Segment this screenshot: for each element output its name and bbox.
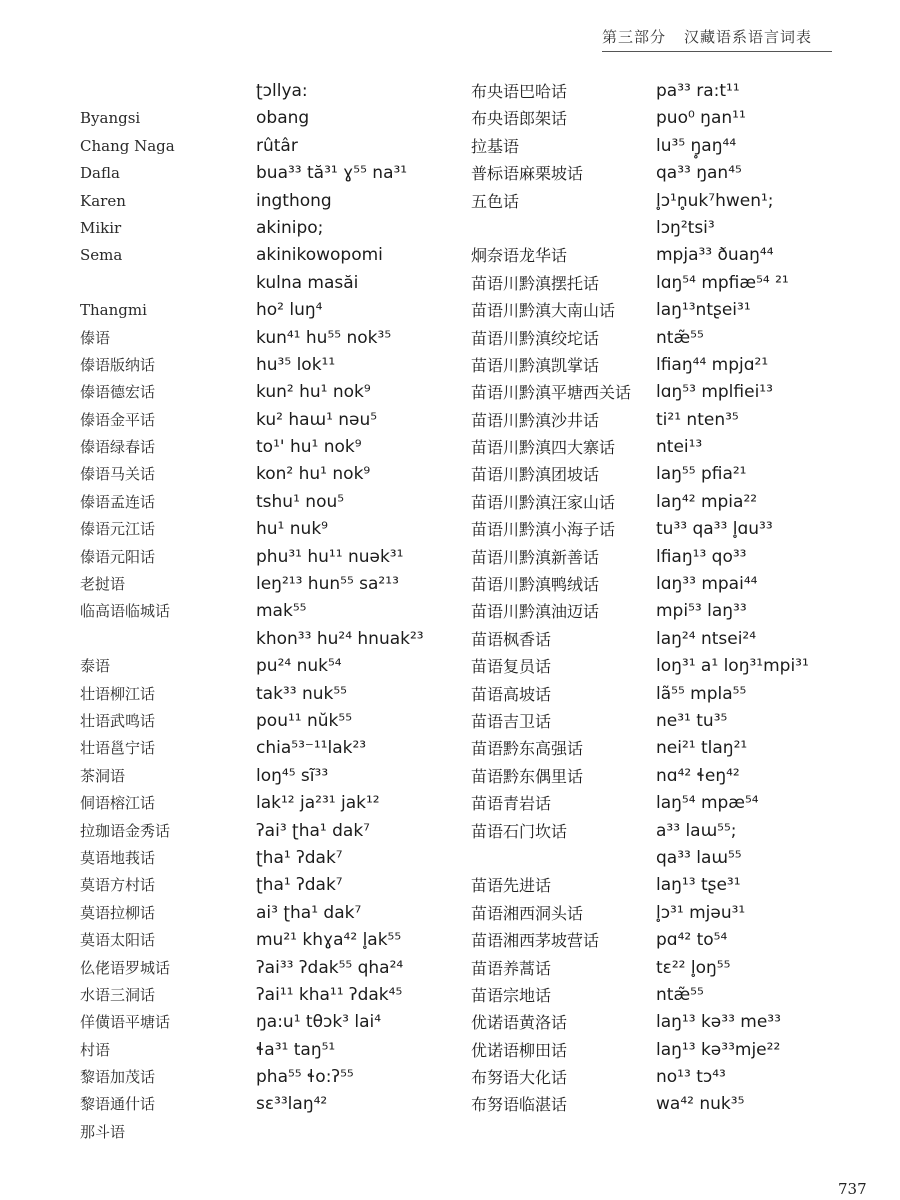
word-form: lu³⁵ ŋ̥aŋ⁴⁴ — [656, 135, 737, 156]
language-name: 苗语高坡话 — [471, 684, 552, 704]
language-name: 仫佬语罗城话 — [80, 958, 171, 977]
language-names-left-column — [80, 78, 250, 1146]
word-form: laŋ⁵⁵ pfia²¹ — [656, 464, 747, 485]
word-form: loŋ³¹ a¹ loŋ³¹mpi³¹ — [656, 656, 809, 677]
language-name: 苗语川黔滇凯掌话 — [471, 355, 600, 375]
language-name: Mikir — [80, 218, 122, 237]
word-forms-right-column — [656, 78, 856, 1119]
word-form: kon² hu¹ nok⁹ — [256, 464, 371, 485]
language-name: 傣语马关话 — [80, 465, 156, 484]
word-form: ʈha¹ ʔdak⁷ — [256, 847, 343, 868]
word-form: tu³³ qa³³ l̥ɑu³³ — [656, 519, 773, 540]
language-name: 苗语黔东高强话 — [471, 739, 584, 759]
language-name: 傣语元阳话 — [80, 547, 156, 566]
word-form: laŋ¹³ntʂei³¹ — [656, 300, 751, 321]
language-name: 苗语川黔滇摆托话 — [471, 273, 600, 293]
word-form: to¹' hu¹ nok⁹ — [256, 437, 362, 458]
word-form: tshu¹ nou⁵ — [256, 491, 345, 512]
language-name: 布努语临湛话 — [471, 1095, 568, 1115]
language-name: 临高语临城话 — [80, 602, 171, 621]
word-form: qa³³ laɯ⁵⁵ — [656, 847, 742, 868]
page-number: 737 — [838, 1180, 867, 1198]
language-name: 茶洞语 — [80, 766, 126, 785]
language-name: Thangmi — [80, 301, 147, 320]
language-name: Karen — [80, 191, 126, 210]
language-name: 苗语青岩话 — [471, 794, 552, 814]
word-form: rûtâr — [256, 135, 298, 156]
language-name: 壮语邕宁话 — [80, 739, 156, 758]
word-form: pu²⁴ nuk⁵⁴ — [256, 656, 342, 677]
language-name: 那斗语 — [80, 1122, 126, 1141]
header-part: 第三部分 — [602, 28, 667, 46]
language-name: 莫语太阳话 — [80, 931, 156, 950]
word-form: mpja³³ ðuaŋ⁴⁴ — [656, 245, 774, 266]
word-forms-left-column — [256, 78, 466, 1119]
language-name: 苗语宗地话 — [471, 985, 552, 1005]
language-name: 优诺语黄洛话 — [471, 1013, 568, 1033]
word-form: kun⁴¹ hu⁵⁵ nok³⁵ — [256, 327, 392, 348]
word-form: chia⁵³⁻¹¹lak²³ — [256, 738, 367, 759]
language-name: 普标语麻栗坡话 — [471, 164, 584, 184]
language-name: 布央语郎架话 — [471, 109, 568, 129]
language-names-right-column — [471, 78, 656, 1119]
language-name: 老挝语 — [80, 575, 126, 594]
language-name: 苗语川黔滇鸭绒话 — [471, 575, 600, 595]
language-name: 苗语川黔滇小海子话 — [471, 520, 616, 540]
word-form: ŋa:u¹ tθɔk³ lai⁴ — [256, 1012, 382, 1033]
language-name: 苗语黔东偶里话 — [471, 766, 584, 786]
word-form: lak¹² ja²³¹ jak¹² — [256, 793, 380, 814]
language-name: 布央语巴哈话 — [471, 82, 568, 101]
word-form: mak⁵⁵ — [256, 601, 307, 622]
word-form: ku² haɯ¹ nəu⁵ — [256, 409, 378, 430]
word-form: laŋ¹³ kə³³mje²² — [656, 1039, 781, 1060]
word-form: kulna masăi — [256, 272, 359, 293]
running-header — [602, 26, 832, 52]
language-name: 苗语先进话 — [471, 876, 552, 896]
language-name: 傣语 — [80, 328, 111, 347]
word-form: pha⁵⁵ ɬo:ʔ⁵⁵ — [256, 1067, 354, 1088]
word-form: puo⁰ ŋan¹¹ — [656, 108, 746, 129]
word-form: wa⁴² nuk³⁵ — [656, 1094, 745, 1115]
language-name: 莫语地莪话 — [80, 848, 156, 867]
language-name: 拉珈语金秀话 — [80, 821, 171, 840]
language-name: 苗语川黔滇平塘西关话 — [471, 383, 632, 403]
word-form: ɬa³¹ taŋ⁵¹ — [256, 1039, 336, 1060]
word-form: ʔai³ ʈha¹ dak⁷ — [256, 820, 370, 841]
language-name: 苗语川黔滇新善话 — [471, 547, 600, 567]
word-form: laŋ⁵⁴ mpæ⁵⁴ — [656, 793, 759, 814]
language-name: 莫语方村话 — [80, 876, 156, 895]
word-form: akinikowopomi — [256, 245, 383, 266]
word-form: pou¹¹ nŭk⁵⁵ — [256, 710, 353, 731]
language-name — [80, 78, 250, 105]
word-form: lfiaŋ¹³ qo³³ — [656, 546, 747, 567]
language-name: Chang Naga — [80, 136, 175, 155]
language-name: 黎语通什话 — [80, 1095, 156, 1114]
word-form: nei²¹ tlaŋ²¹ — [656, 738, 748, 759]
word-form: a³³ laɯ⁵⁵; — [656, 820, 737, 841]
word-form: l̥ɔ¹n̥uk⁷hwen¹; — [656, 190, 774, 211]
word-form: pɑ⁴² to⁵⁴ — [656, 930, 728, 951]
word-form: leŋ²¹³ hun⁵⁵ sa²¹³ — [256, 574, 399, 595]
word-form: nɑ⁴² ɬeŋ⁴² — [656, 765, 740, 786]
word-form: ntæ̃⁵⁵ — [656, 984, 704, 1005]
language-name: 苗语养蒿话 — [471, 958, 552, 978]
language-name: 苗语湘西茅坡营话 — [471, 931, 600, 951]
language-name: 壮语武鸣话 — [80, 711, 156, 730]
language-name: 苗语川黔滇油迈话 — [471, 602, 600, 622]
language-name: 傣语元江话 — [80, 520, 156, 539]
word-form: ti²¹ nten³⁵ — [656, 409, 739, 430]
word-form: laŋ⁴² mpia²² — [656, 491, 758, 512]
word-form: lã⁵⁵ mpla⁵⁵ — [656, 683, 747, 704]
language-name: 傣语金平话 — [80, 410, 156, 429]
language-name — [471, 215, 656, 242]
language-name: 炯奈语龙华话 — [471, 246, 568, 266]
language-name — [80, 626, 250, 653]
word-form: hu¹ nuk⁹ — [256, 519, 328, 540]
word-form: ne³¹ tu³⁵ — [656, 710, 728, 731]
language-name: 优诺语柳田话 — [471, 1040, 568, 1060]
language-name: 傣语版纳话 — [80, 355, 156, 374]
language-name: 村语 — [80, 1040, 111, 1059]
language-name: 壮语柳江话 — [80, 684, 156, 703]
language-name: 水语三洞话 — [80, 985, 156, 1004]
language-name: 苗语川黔滇四大寨话 — [471, 438, 616, 458]
word-form: ai³ ʈha¹ dak⁷ — [256, 902, 362, 923]
word-form: sɛ³³laŋ⁴² — [256, 1094, 328, 1115]
word-form: laŋ¹³ kə³³ me³³ — [656, 1012, 781, 1033]
language-name: 傣语孟连话 — [80, 492, 156, 511]
language-name: 苗语枫香话 — [471, 629, 552, 649]
language-name: 五色话 — [471, 191, 520, 211]
language-name: 侗语榕江话 — [80, 794, 156, 813]
language-name — [471, 845, 656, 872]
word-form: akinipo; — [256, 217, 324, 238]
word-form: ntei¹³ — [656, 437, 703, 458]
language-name: Byangsi — [80, 109, 141, 128]
word-form: mu²¹ khɣa⁴² l̥ak⁵⁵ — [256, 930, 402, 951]
word-form: ʔai¹¹ kha¹¹ ʔdak⁴⁵ — [256, 984, 403, 1005]
language-name: 布努语大化话 — [471, 1068, 568, 1088]
language-name: Dafla — [80, 164, 120, 183]
language-name: 苗语吉卫话 — [471, 711, 552, 731]
word-form: bua³³ tă³¹ ɣ⁵⁵ na³¹ — [256, 163, 408, 184]
word-form: kun² hu¹ nok⁹ — [256, 382, 371, 403]
language-name: 傣语德宏话 — [80, 383, 156, 402]
word-form: tɛ²² l̥oŋ⁵⁵ — [656, 957, 731, 978]
header-title: 汉藏语系语言词表 — [684, 28, 813, 46]
word-form: ʔai³³ ʔdak⁵⁵ qha²⁴ — [256, 957, 404, 978]
language-name: 拉基语 — [471, 136, 520, 156]
language-name: 泰语 — [80, 657, 111, 676]
language-name: Sema — [80, 246, 123, 265]
language-name: 苗语川黔滇绞坨话 — [471, 328, 600, 348]
word-form: laŋ¹³ tʂe³¹ — [656, 875, 741, 896]
word-form: no¹³ tɔ⁴³ — [656, 1067, 726, 1088]
word-form: pa³³ ra:t¹¹ — [656, 81, 740, 101]
word-form: ingthong — [256, 190, 332, 211]
language-name: 苗语川黔滇团坡话 — [471, 465, 600, 485]
word-form: hu³⁵ lok¹¹ — [256, 354, 336, 375]
word-form: lɑŋ³³ mpai⁴⁴ — [656, 574, 758, 595]
language-name: 苗语复员话 — [471, 657, 552, 677]
language-name: 佯僙语平塘话 — [80, 1013, 171, 1032]
language-name: 苗语川黔滇沙井话 — [471, 410, 600, 430]
word-form: l̥ɔ³¹ mjəu³¹ — [656, 902, 746, 923]
word-form: ho² luŋ⁴ — [256, 300, 323, 321]
word-form: tak³³ nuk⁵⁵ — [256, 683, 347, 704]
word-form: obang — [256, 108, 310, 129]
language-name: 黎语加茂话 — [80, 1068, 156, 1087]
word-form: ʈha¹ ʔdak⁷ — [256, 875, 343, 896]
word-form: khon³³ hu²⁴ hnuak²³ — [256, 628, 424, 649]
language-name: 苗语石门坎话 — [471, 821, 568, 841]
language-name: 傣语绿春话 — [80, 438, 156, 457]
word-form: phu³¹ hu¹¹ nuək³¹ — [256, 546, 404, 567]
language-name: 莫语拉柳话 — [80, 903, 156, 922]
word-form: lɔŋ²tsi³ — [656, 217, 715, 238]
word-form: lɑŋ⁵³ mplfiei¹³ — [656, 382, 773, 403]
word-form: ʈɔllya: — [256, 81, 308, 101]
word-form: laŋ²⁴ ntsei²⁴ — [656, 628, 757, 649]
word-form: lfiaŋ⁴⁴ mpjɑ²¹ — [656, 354, 769, 375]
word-form: loŋ⁴⁵ sĩ³³ — [256, 765, 329, 786]
word-form: mpi⁵³ laŋ³³ — [656, 601, 747, 622]
language-name — [80, 270, 250, 297]
language-name: 苗语川黔滇汪家山话 — [471, 492, 616, 512]
language-name: 苗语川黔滇大南山话 — [471, 301, 616, 321]
word-form: lɑŋ⁵⁴ mpfiæ⁵⁴ ²¹ — [656, 272, 789, 293]
word-form: qa³³ ŋan⁴⁵ — [656, 163, 742, 184]
language-name: 苗语湘西洞头话 — [471, 903, 584, 923]
word-form: ntæ̃⁵⁵ — [656, 327, 704, 348]
